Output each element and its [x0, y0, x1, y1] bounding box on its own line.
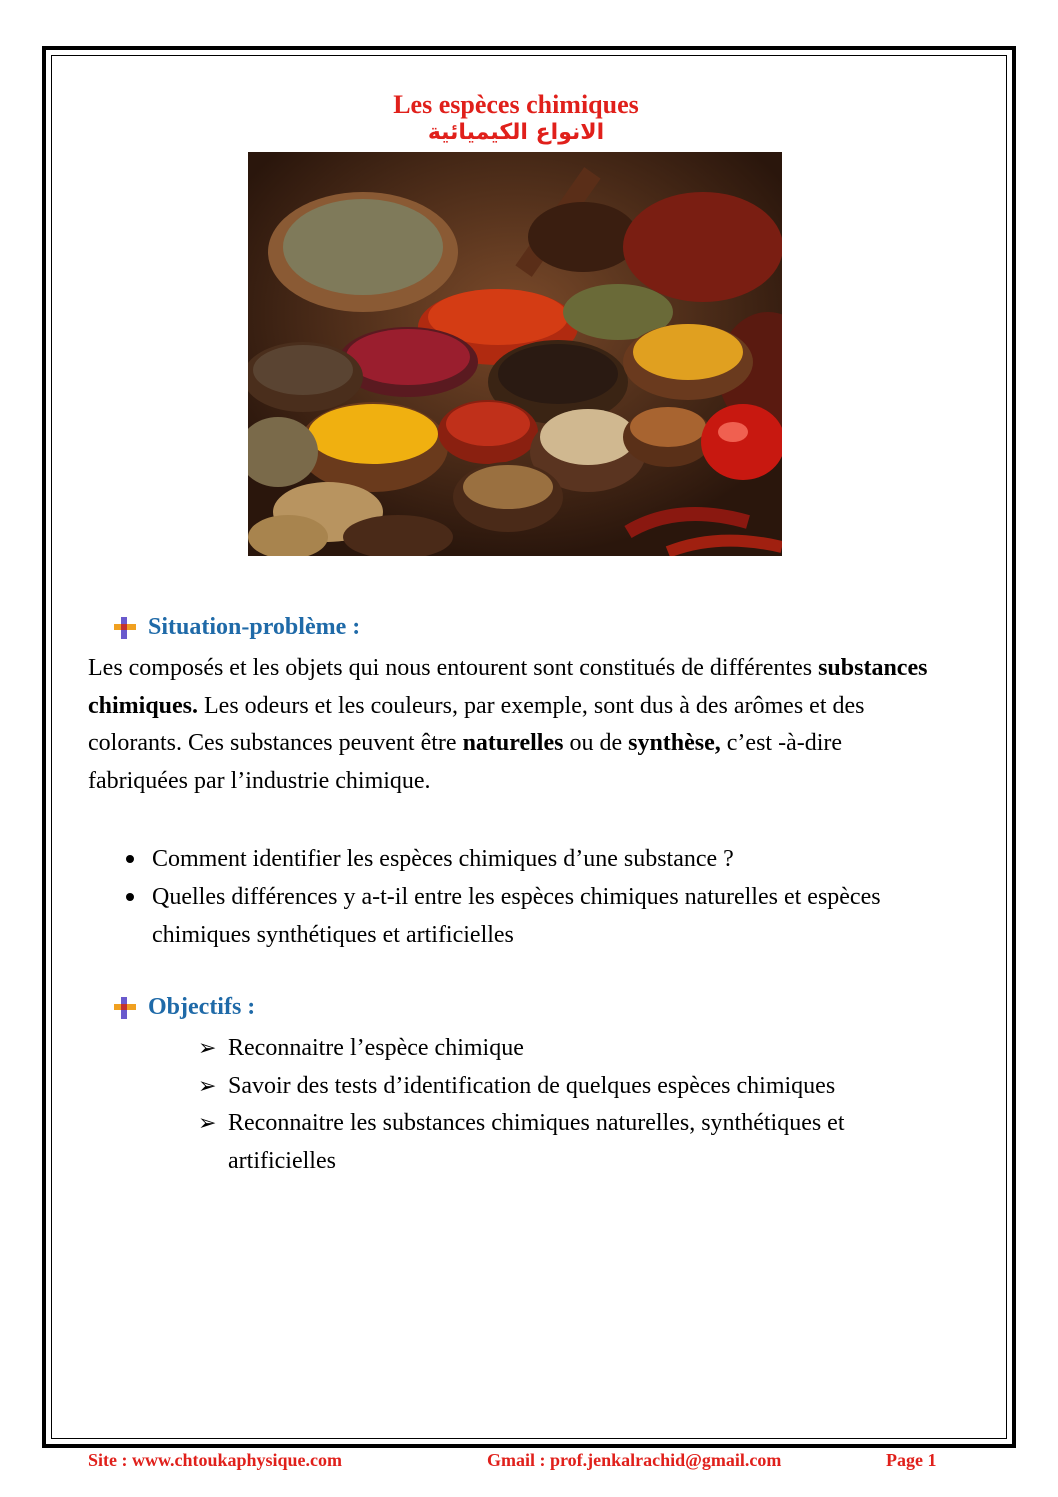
situation-paragraph: [88, 650, 938, 800]
list-item: [198, 1105, 958, 1180]
para-text: ou de: [563, 730, 629, 756]
footer-page-number: Page 1: [886, 1450, 937, 1470]
list-item-text: Quelles différences y a-t-il entre les espèces chimiques naturelles et espèces chimiques synthétiques et artificielles: [152, 884, 881, 948]
page-title: Les espèces chimiques: [393, 90, 639, 119]
plus-bullet-icon: [112, 615, 138, 641]
arrow-bullet-icon: ➢: [198, 1036, 217, 1061]
para-text: Les odeurs et les couleurs, par exemple, sont dus à des arômes et des colorants. Ces substances peuvent être: [88, 692, 865, 756]
list-item-text: Savoir des tests d’identification de quelques espèces chimiques: [228, 1072, 836, 1099]
situation-heading: [112, 614, 360, 641]
arrow-bullet-icon: ➢: [198, 1073, 217, 1099]
list-item-text: Reconnaitre les substances chimiques naturelles, synthétiques et artificielles: [228, 1110, 845, 1174]
page-title-arabic: الانواع الكيميائية: [427, 120, 605, 145]
questions-list: [120, 840, 940, 954]
footer-site: Site : www.chtoukaphysique.com: [88, 1450, 343, 1470]
list-item-text: Reconnaitre l’espèce chimique: [228, 1035, 524, 1061]
arrow-bullet-icon: ➢: [198, 1111, 217, 1136]
list-item-text: Comment identifier les espèces chimiques d’une substance ?: [152, 846, 734, 872]
list-item: [198, 1030, 958, 1068]
plus-bullet-icon: [112, 995, 138, 1021]
objectifs-list: [198, 1030, 958, 1180]
para-bold-text: naturelles: [462, 730, 564, 756]
list-item: [120, 840, 940, 878]
footer-divider: [88, 1444, 948, 1445]
bullet-dot-icon: [126, 893, 134, 901]
objectifs-heading: [112, 994, 255, 1021]
objectifs-heading-text: Objectifs :: [148, 994, 256, 1020]
list-item: [120, 878, 940, 954]
footer-gmail: Gmail : prof.jenkalrachid@gmail.com: [487, 1450, 782, 1470]
para-bold-text: synthèse,: [628, 730, 721, 756]
para-text: Les composés et les objets qui nous entourent sont constitués de différentes: [88, 655, 819, 681]
para-text: c’est -à-dire fabriquées par l’industrie chimique.: [88, 730, 843, 794]
list-item: [198, 1068, 958, 1106]
para-bold-text: substances chimiques.: [88, 655, 928, 719]
spice-bowls-photo: [248, 152, 782, 556]
situation-heading-text: Situation-problème :: [148, 614, 361, 640]
bullet-dot-icon: [126, 855, 134, 863]
